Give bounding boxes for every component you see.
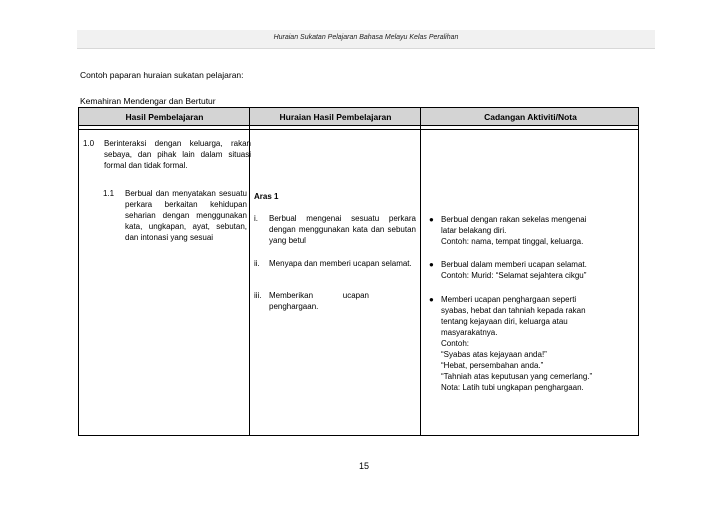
activity-line: Contoh: (441, 339, 470, 348)
activity-line: “Hebat, persembahan anda.” (441, 361, 544, 370)
description-text: Memberikan ucapan penghargaan. (269, 291, 369, 311)
activity-line: latar belakang diri. (441, 226, 507, 235)
syllabus-table (78, 107, 639, 436)
description-marker: i. (254, 214, 258, 223)
outcome-sub (103, 188, 247, 258)
bullet-icon: ● (429, 295, 434, 304)
activity-line: “Syabas atas kejayaan anda!” (441, 350, 547, 359)
activity-line: Contoh: Murid: “Selamat sejahtera cikgu” (441, 271, 587, 280)
bullet-icon: ● (429, 215, 434, 224)
activity-line: Nota: Latih tubi ungkapan penghargaan. (441, 383, 584, 392)
activity-line: Contoh: nama, tempat tinggal, keluarga. (441, 237, 584, 246)
outcome-sub-text: Berbual dan menyatakan sesuatu perkara berkaitan kehidupan seharian dengan menggunakan kata, ungkapan, ayat, sebutan, dan intonasi yang sesuai (125, 189, 247, 242)
description-marker: iii. (254, 291, 262, 300)
description-item (254, 290, 416, 314)
header-divider (79, 129, 638, 130)
description-item (254, 213, 416, 247)
page-header (77, 30, 655, 49)
page-number: 15 (358, 461, 369, 471)
column-divider (420, 108, 421, 435)
intro-text: Contoh paparan huraian sukatan pelajaran: (80, 70, 244, 80)
outcome-text: Berinteraksi dengan keluarga, rakan sebaya, dan pihak lain dalam situasi formal dan tidak formal. (104, 139, 251, 170)
description-marker: ii. (254, 259, 260, 268)
outcome-number: 1.0 (83, 139, 95, 148)
activity-line: Berbual dalam memberi ucapan selamat. (441, 260, 587, 269)
table-header-row (79, 108, 638, 126)
column-header-cadangan: Cadangan Aktiviti/Nota (484, 112, 577, 122)
section-title: Kemahiran Mendengar dan Bertutur (80, 96, 216, 106)
column-header-hasil: Hasil Pembelajaran (125, 112, 204, 122)
outcome-sub-number: 1.1 (103, 189, 115, 198)
description-item (254, 258, 416, 282)
activity-line: Berbual dengan rakan sekelas mengenai (441, 215, 587, 224)
activity-line: masyarakatnya. (441, 328, 498, 337)
column-header-huraian: Huraian Hasil Pembelajaran (279, 112, 392, 122)
description-text: Berbual mengenai sesuatu perkara dengan menggunakan kata dan sebutan yang betul (269, 214, 416, 245)
level-title: Aras 1 (254, 192, 279, 201)
activity-line: tentang kejayaan diri, keluarga atau (441, 317, 568, 326)
running-title: Huraian Sukatan Pelajaran Bahasa Melayu Kelas Peralihan (273, 34, 459, 41)
description-text: Menyapa dan memberi ucapan selamat. (269, 259, 412, 268)
activity-line: “Tahniah atas keputusan yang cemerlang.” (441, 372, 593, 381)
activity-line: Memberi ucapan penghargaan seperti (441, 295, 577, 304)
outcome-main (83, 138, 251, 188)
bullet-icon: ● (429, 260, 434, 269)
activity-line: syabas, hebat dan tahniah kepada rakan (441, 306, 586, 315)
